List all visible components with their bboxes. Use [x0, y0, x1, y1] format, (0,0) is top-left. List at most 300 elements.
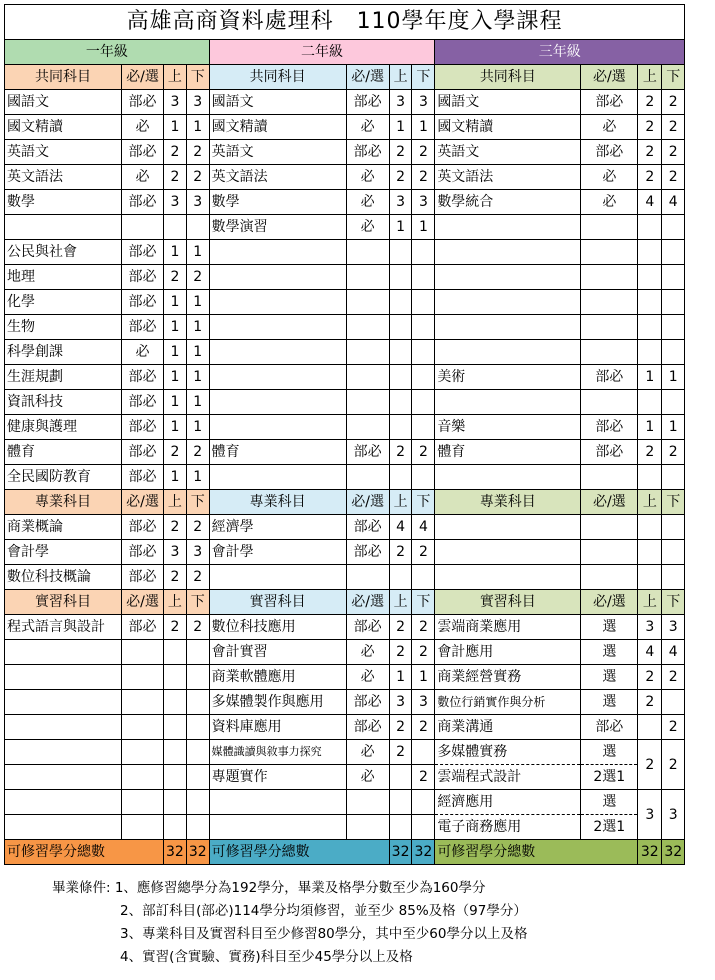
course-req	[346, 290, 389, 315]
req-header: 必/選	[122, 490, 164, 515]
course-name: 多媒體製作與應用	[209, 690, 346, 715]
note-2: 2、部訂科目(部必)114學分均須修習，並至少 85%及格（97學分）	[120, 903, 527, 919]
credits-first	[638, 265, 662, 290]
first-semester-header: 上	[638, 490, 662, 515]
course-name	[5, 690, 122, 715]
table-row	[5, 240, 685, 265]
table-title: 高雄高商資料處理科 110學年度入學課程	[5, 5, 685, 40]
credits-first	[389, 765, 412, 790]
course-name: 會計學	[209, 540, 346, 565]
course-req: 必	[346, 215, 389, 240]
credits-first: 3	[164, 90, 187, 115]
credits-first	[389, 465, 412, 490]
course-req: 部必	[122, 390, 164, 415]
course-name: 商業經營實務	[435, 665, 581, 690]
course-name: 英文語法	[209, 165, 346, 190]
credits-second: 3	[412, 190, 435, 215]
credits-second: 2	[662, 115, 685, 140]
table-row	[5, 265, 685, 290]
req-header: 必/選	[581, 490, 638, 515]
credits-first	[638, 340, 662, 365]
elective-course: 雲端程式設計	[435, 765, 581, 790]
credits-second: 1	[412, 665, 435, 690]
course-name: 全民國防教育	[5, 465, 122, 490]
credits-first: 1	[164, 415, 187, 440]
course-req: 必	[581, 190, 638, 215]
table-row	[5, 290, 685, 315]
credits-second: 2	[662, 165, 685, 190]
credits-first: 2	[638, 440, 662, 465]
common-header: 共同科目	[209, 65, 346, 90]
course-name: 體育	[435, 440, 581, 465]
credits-second	[412, 565, 435, 590]
credits-second: 2	[412, 165, 435, 190]
course-name	[5, 215, 122, 240]
credits-second: 1	[186, 390, 209, 415]
credits-first	[638, 465, 662, 490]
credits-first: 3	[164, 540, 187, 565]
credits-first: 2	[164, 140, 187, 165]
credits-second: 2	[412, 715, 435, 740]
course-name	[435, 540, 581, 565]
course-req: 部必	[346, 715, 389, 740]
credits-second	[662, 515, 685, 540]
credits-second: 2	[662, 740, 685, 790]
table-row	[5, 815, 685, 840]
empty-cell	[164, 765, 187, 790]
course-name	[209, 465, 346, 490]
course-name	[209, 415, 346, 440]
req-header: 必/選	[346, 65, 389, 90]
credits-second	[412, 240, 435, 265]
course-req	[346, 390, 389, 415]
credits-first: 3	[389, 190, 412, 215]
curriculum-table	[4, 4, 685, 865]
empty-cell	[122, 740, 164, 765]
credits-first: 1	[164, 290, 187, 315]
credits-first: 1	[164, 115, 187, 140]
credits-first: 3	[638, 615, 662, 640]
course-req: 部必	[346, 90, 389, 115]
course-req: 部必	[581, 140, 638, 165]
credits-first: 2	[164, 515, 187, 540]
credits-first: 2	[389, 740, 412, 765]
first-semester-header: 上	[164, 590, 187, 615]
table-row	[5, 615, 685, 640]
table-row	[5, 540, 685, 565]
course-req	[581, 390, 638, 415]
credits-second	[412, 365, 435, 390]
first-semester-header: 上	[638, 65, 662, 90]
table-row	[5, 665, 685, 690]
course-req	[346, 340, 389, 365]
table-row	[5, 115, 685, 140]
credits-second: 3	[412, 690, 435, 715]
course-req: 部必	[122, 565, 164, 590]
credits-second	[186, 215, 209, 240]
course-name: 會計學	[5, 540, 122, 565]
empty-cell	[412, 815, 435, 840]
course-req: 必	[122, 115, 164, 140]
course-name: 地理	[5, 265, 122, 290]
second-semester-header: 下	[662, 590, 685, 615]
course-req: 部必	[122, 415, 164, 440]
credits-first: 2	[164, 265, 187, 290]
table-row	[5, 315, 685, 340]
empty-cell	[412, 790, 435, 815]
course-name	[209, 340, 346, 365]
credits-second: 1	[662, 365, 685, 390]
course-name	[435, 465, 581, 490]
req-header: 必/選	[581, 590, 638, 615]
second-semester-header: 下	[186, 490, 209, 515]
credits-second	[186, 665, 209, 690]
second-semester-header: 下	[186, 65, 209, 90]
totals-label: 可修習學分總數	[5, 840, 164, 865]
credits-second: 2	[412, 765, 435, 790]
credits-second: 1	[186, 465, 209, 490]
course-req: 部必	[122, 515, 164, 540]
total-second: 32	[186, 840, 209, 865]
credits-second	[186, 715, 209, 740]
course-name	[435, 265, 581, 290]
credits-second: 1	[412, 115, 435, 140]
credits-first: 3	[164, 190, 187, 215]
section-header-row	[5, 590, 685, 615]
course-name: 國語文	[209, 90, 346, 115]
credits-first	[638, 315, 662, 340]
empty-cell	[186, 765, 209, 790]
credits-second	[662, 390, 685, 415]
empty-cell	[186, 790, 209, 815]
credits-second	[662, 215, 685, 240]
first-semester-header: 上	[389, 65, 412, 90]
grade-3-header: 三年級	[435, 40, 685, 65]
table-row	[5, 390, 685, 415]
table-row	[5, 165, 685, 190]
credits-second	[186, 690, 209, 715]
table-row	[5, 790, 685, 815]
course-req: 必	[122, 165, 164, 190]
credits-first: 2	[389, 440, 412, 465]
credits-second: 3	[186, 190, 209, 215]
credits-second: 1	[186, 315, 209, 340]
course-name: 化學	[5, 290, 122, 315]
course-req: 部必	[122, 290, 164, 315]
course-name: 英語文	[5, 140, 122, 165]
empty-cell	[209, 815, 346, 840]
course-req: 部必	[122, 365, 164, 390]
credits-first: 2	[638, 665, 662, 690]
credits-first	[638, 565, 662, 590]
course-req	[581, 240, 638, 265]
course-req: 部必	[122, 615, 164, 640]
credits-second	[662, 290, 685, 315]
course-req: 部必	[581, 715, 638, 740]
graduation-notes	[52, 877, 527, 969]
course-name: 生涯規劃	[5, 365, 122, 390]
course-req: 部必	[346, 615, 389, 640]
elective-req: 選	[581, 790, 638, 815]
course-name	[435, 215, 581, 240]
course-req: 必	[581, 165, 638, 190]
empty-cell	[389, 790, 412, 815]
credits-second: 4	[662, 640, 685, 665]
course-name: 數位科技應用	[209, 615, 346, 640]
course-name: 程式語言與設計	[5, 615, 122, 640]
course-name: 英語文	[209, 140, 346, 165]
course-req: 部必	[346, 440, 389, 465]
totals-row	[5, 840, 685, 865]
credits-first	[164, 715, 187, 740]
second-semester-header: 下	[412, 590, 435, 615]
empty-cell	[346, 815, 389, 840]
credits-second	[412, 465, 435, 490]
grade-1-header: 一年級	[5, 40, 210, 65]
course-name	[435, 340, 581, 365]
credits-second: 1	[662, 415, 685, 440]
credits-first	[638, 715, 662, 740]
empty-cell	[5, 790, 122, 815]
credits-first: 2	[389, 540, 412, 565]
credits-second	[412, 315, 435, 340]
empty-cell	[186, 815, 209, 840]
course-req	[346, 415, 389, 440]
credits-first	[389, 290, 412, 315]
credits-second	[662, 240, 685, 265]
table-row	[5, 715, 685, 740]
first-semester-header: 上	[638, 590, 662, 615]
course-name: 數學	[5, 190, 122, 215]
course-req	[122, 715, 164, 740]
course-req	[122, 690, 164, 715]
credits-first	[389, 565, 412, 590]
credits-first	[164, 640, 187, 665]
course-name: 科學創課	[5, 340, 122, 365]
course-req	[122, 215, 164, 240]
course-name	[209, 365, 346, 390]
totals-label: 可修習學分總數	[435, 840, 638, 865]
course-req: 選	[581, 690, 638, 715]
empty-cell	[164, 815, 187, 840]
course-req: 選	[581, 615, 638, 640]
credits-second: 2	[186, 515, 209, 540]
credits-first	[389, 315, 412, 340]
req-header: 必/選	[122, 590, 164, 615]
credits-second	[662, 565, 685, 590]
elective-req: 2選1	[581, 765, 638, 790]
course-name	[209, 290, 346, 315]
course-name: 英語文	[435, 140, 581, 165]
req-header: 必/選	[122, 65, 164, 90]
credits-first: 1	[389, 215, 412, 240]
professional-header: 專業科目	[209, 490, 346, 515]
credits-first: 1	[164, 365, 187, 390]
course-req: 選	[581, 665, 638, 690]
course-name	[435, 390, 581, 415]
credits-first: 1	[164, 390, 187, 415]
course-req: 部必	[122, 265, 164, 290]
credits-second: 2	[186, 165, 209, 190]
credits-first	[638, 515, 662, 540]
course-name: 英文語法	[5, 165, 122, 190]
credits-first: 2	[638, 740, 662, 790]
elective-course: 經濟應用	[435, 790, 581, 815]
table-row	[5, 740, 685, 765]
credits-first: 1	[164, 340, 187, 365]
course-req	[346, 315, 389, 340]
credits-second	[662, 690, 685, 715]
credits-second: 3	[662, 615, 685, 640]
second-semester-header: 下	[662, 490, 685, 515]
first-semester-header: 上	[164, 65, 187, 90]
course-name	[5, 665, 122, 690]
course-req	[581, 465, 638, 490]
credits-second: 2	[412, 615, 435, 640]
empty-cell	[122, 765, 164, 790]
table-row	[5, 340, 685, 365]
credits-first: 1	[164, 240, 187, 265]
practical-header: 實習科目	[435, 590, 581, 615]
credits-first	[389, 340, 412, 365]
course-name	[209, 265, 346, 290]
credits-second: 3	[186, 90, 209, 115]
course-req: 部必	[346, 690, 389, 715]
course-req: 選	[581, 640, 638, 665]
credits-second	[662, 340, 685, 365]
note-line-1	[52, 877, 527, 900]
credits-first: 2	[389, 715, 412, 740]
credits-first: 1	[164, 465, 187, 490]
course-name: 資料庫應用	[209, 715, 346, 740]
course-req	[346, 565, 389, 590]
course-name	[435, 290, 581, 315]
first-semester-header: 上	[389, 490, 412, 515]
credits-second: 2	[412, 640, 435, 665]
course-name: 體育	[209, 440, 346, 465]
course-req: 部必	[581, 90, 638, 115]
course-req	[581, 290, 638, 315]
course-name: 國文精讀	[5, 115, 122, 140]
credits-first	[638, 215, 662, 240]
credits-first	[164, 665, 187, 690]
credits-second: 3	[662, 790, 685, 840]
credits-first: 2	[389, 165, 412, 190]
professional-header: 專業科目	[435, 490, 581, 515]
credits-second: 2	[662, 90, 685, 115]
credits-first	[389, 365, 412, 390]
common-header: 共同科目	[435, 65, 581, 90]
course-name: 生物	[5, 315, 122, 340]
course-name: 商業概論	[5, 515, 122, 540]
credits-second	[186, 640, 209, 665]
credits-first	[389, 415, 412, 440]
empty-cell	[5, 740, 122, 765]
course-name: 國文精讀	[209, 115, 346, 140]
credits-second: 2	[662, 140, 685, 165]
credits-first: 2	[389, 615, 412, 640]
credits-second: 1	[186, 115, 209, 140]
credits-second: 2	[662, 440, 685, 465]
course-name: 會計應用	[435, 640, 581, 665]
course-req	[581, 565, 638, 590]
req-header: 必/選	[346, 490, 389, 515]
credits-first: 1	[389, 115, 412, 140]
professional-header: 專業科目	[5, 490, 122, 515]
credits-first: 2	[389, 640, 412, 665]
course-name: 數學演習	[209, 215, 346, 240]
credits-second: 2	[412, 440, 435, 465]
credits-second	[662, 315, 685, 340]
first-semester-header: 上	[389, 590, 412, 615]
table-row	[5, 440, 685, 465]
credits-second: 4	[412, 515, 435, 540]
common-header: 共同科目	[5, 65, 122, 90]
credits-second: 2	[186, 440, 209, 465]
course-name: 媒體識讀與敘事力探究	[209, 740, 346, 765]
course-name	[209, 315, 346, 340]
credits-second: 2	[186, 565, 209, 590]
credits-first: 2	[164, 165, 187, 190]
course-req: 部必	[122, 440, 164, 465]
course-name: 數學統合	[435, 190, 581, 215]
course-name: 體育	[5, 440, 122, 465]
course-req: 部必	[581, 415, 638, 440]
credits-second: 1	[186, 340, 209, 365]
course-req: 部必	[581, 440, 638, 465]
credits-second: 2	[186, 615, 209, 640]
course-name	[5, 715, 122, 740]
credits-first: 4	[638, 190, 662, 215]
table-row	[5, 765, 685, 790]
course-req: 必	[122, 340, 164, 365]
course-req: 必	[346, 115, 389, 140]
credits-first: 2	[164, 615, 187, 640]
credits-first	[638, 240, 662, 265]
credits-second: 4	[662, 190, 685, 215]
credits-second	[662, 265, 685, 290]
credits-first: 1	[164, 315, 187, 340]
course-name: 美術	[435, 365, 581, 390]
credits-second: 3	[412, 90, 435, 115]
course-req: 部必	[122, 140, 164, 165]
credits-first: 2	[638, 140, 662, 165]
notes-prefix: 畢業條件:	[52, 880, 115, 896]
table-row	[5, 690, 685, 715]
course-req	[581, 340, 638, 365]
req-header: 必/選	[581, 65, 638, 90]
course-name: 雲端商業應用	[435, 615, 581, 640]
credits-first: 3	[389, 690, 412, 715]
course-req: 必	[346, 740, 389, 765]
credits-second	[662, 465, 685, 490]
course-req	[346, 365, 389, 390]
second-semester-header: 下	[412, 65, 435, 90]
course-name: 資訊科技	[5, 390, 122, 415]
course-req	[346, 265, 389, 290]
credits-first: 2	[638, 165, 662, 190]
course-name: 經濟學	[209, 515, 346, 540]
credits-first: 2	[164, 565, 187, 590]
credits-first: 3	[638, 790, 662, 840]
credits-first	[164, 215, 187, 240]
credits-first: 1	[638, 415, 662, 440]
credits-first: 1	[638, 365, 662, 390]
credits-second	[412, 265, 435, 290]
course-name: 商業溝通	[435, 715, 581, 740]
credits-second: 2	[186, 140, 209, 165]
course-name: 專題實作	[209, 765, 346, 790]
